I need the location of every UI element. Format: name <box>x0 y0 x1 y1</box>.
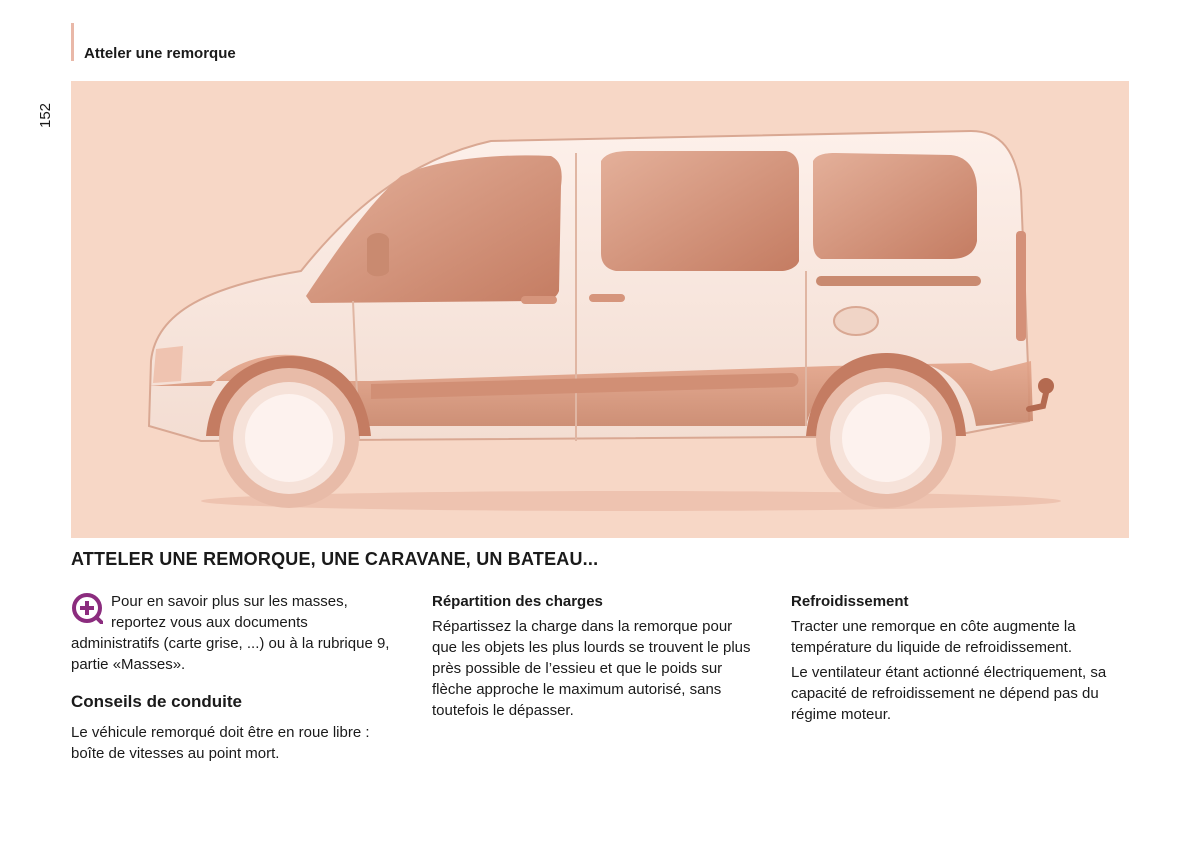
conseils-heading: Conseils de conduite <box>71 692 242 711</box>
refroidissement-paragraph-2: Le ventilateur étant actionné électriquement, sa capacité de refroidissement ne dépend pas du régime moteur. <box>791 664 1107 723</box>
van-with-towbar-illustration <box>71 81 1129 538</box>
refroidissement-heading: Refroidissement <box>791 593 909 610</box>
info-note-text: Pour en savoir plus sur les masses, reportez vous aux documents administratifs (carte grise, ...) ou à la rubrique 9, partie «Masses». <box>71 593 390 673</box>
section-title: ATTELER UNE REMORQUE, UNE CARAVANE, UN BATEAU... <box>71 549 599 569</box>
column-left <box>71 591 391 764</box>
conseils-text: Le véhicule remorqué doit être en roue libre : boîte de vitesses au point mort. <box>71 724 370 762</box>
refroidissement-paragraph-1: Tracter une remorque en côte augmente la température du liquide de refroidissement. <box>791 618 1076 656</box>
repartition-heading: Répartition des charges <box>432 593 603 610</box>
header-title: Atteler une remorque <box>84 45 236 62</box>
repartition-text: Répartissez la charge dans la remorque pour que les objets les plus lourds se trouvent le plus près possible de l’essieu et que le poids sur flèche approche le maximum autorisé, sans toutefois le dépasser. <box>432 618 751 719</box>
column-right <box>791 591 1136 725</box>
page-number <box>30 100 60 130</box>
header-accent-bar <box>71 23 74 61</box>
page-number-text: 152 <box>37 102 54 128</box>
van-illustration <box>71 81 1129 538</box>
column-middle <box>432 591 752 721</box>
plus-info-icon <box>71 592 103 624</box>
